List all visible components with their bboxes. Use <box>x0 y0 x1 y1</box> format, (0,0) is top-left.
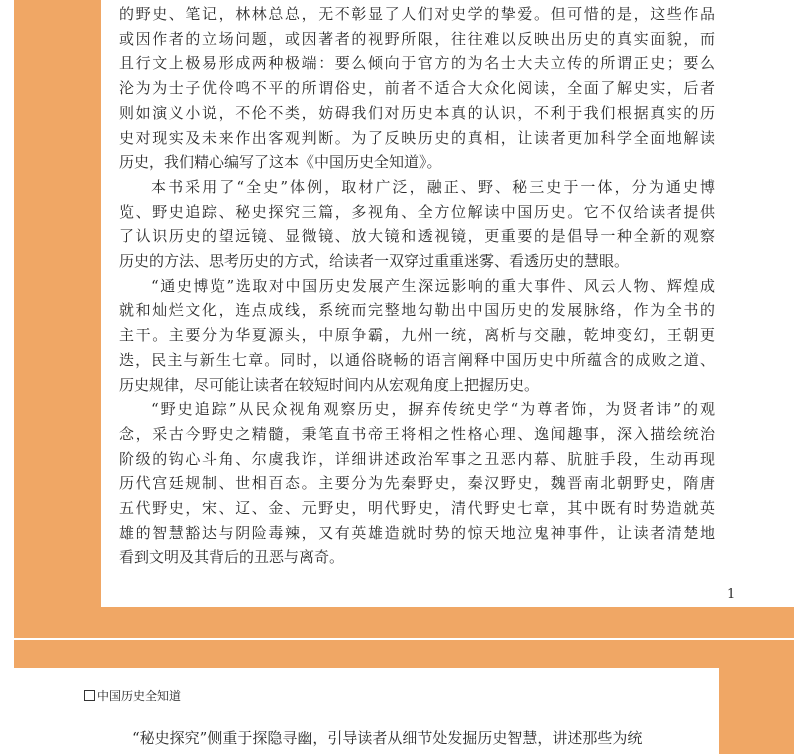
paragraph-line: 五代野史，宋、辽、金、元野史，明代野史，清代野史七章，其中既有时势造就英 <box>119 499 715 518</box>
paragraph-line: 史对现实及未来作出客观判断。为了反映历史的真相，让读者更加科学全面地解读 <box>119 128 715 147</box>
paragraph-line: 本书采用了“全史”体例，取材广泛，融正、野、秘三史于一体，分为通史博 <box>151 177 715 196</box>
running-header <box>84 687 181 704</box>
paragraph-line: 历史的方法、思考历史的方式，给读者一双穿过重重迷雾、看透历史的慧眼。 <box>119 252 630 271</box>
header-box-icon <box>84 690 95 701</box>
paragraph-line: 且行文上极易形成两种极端：要么倾向于官方的为名士大夫立传的所谓正史；要么 <box>119 54 715 73</box>
paragraph-line: 主干。主要分为华夏源头，中原争霸，九州一统，离析与交融，乾坤变幻，王朝更 <box>119 326 715 345</box>
paragraph-line: 看到文明及其背后的丑恶与离奇。 <box>119 548 345 567</box>
paragraph-line: “通史博览”选取对中国历史发展产生深远影响的重大事件、风云人物、辉煌成 <box>151 276 715 295</box>
paragraph-line: 则如演义小说，不伦不类，妨碍我们对历史本真的认识，不利于我们根据真实的历 <box>119 103 715 122</box>
paragraph-line: “野史追踪”从民众视角观察历史，摒弃传统史学“为尊者饰，为贤者讳”的观 <box>151 400 715 419</box>
paragraph-line: 就和灿烂文化，连点成线，系统而完整地勾勒出中国历史的发展脉络，作为全书的 <box>119 301 715 320</box>
paragraph-line: 历史，我们精心编写了这本《中国历史全知道》。 <box>119 153 442 172</box>
page-1-body-text <box>119 2 715 570</box>
paragraph-line: 或因作者的立场问题，或因著者的视野所限，往往难以反映出历史的真实面貌，而 <box>119 29 715 48</box>
page-2-first-line: “秘史探究”侧重于探隐寻幽，引导读者从细节处发掘历史智慧，讲述那些为统 <box>132 729 643 747</box>
document-page-1 <box>101 0 794 607</box>
paragraph-line: 历史规律，尽可能让读者在较短时间内从宏观角度上把握历史。 <box>119 375 540 394</box>
document-page-2 <box>14 668 719 754</box>
paragraph-line: 历代宫廷规制、世相百态。主要分为先秦野史，秦汉野史，魏晋南北朝野史，隋唐 <box>119 474 715 493</box>
page-number: 1 <box>727 587 736 602</box>
paragraph-line: 的野史、笔记，林林总总，无不彰显了人们对史学的挚爱。但可惜的是，这些作品 <box>119 5 715 23</box>
paragraph-line: 览、野史追踪、秘史探究三篇，多视角、全方位解读中国历史。它不仅给读者提供 <box>119 202 715 221</box>
running-header-title: 中国历史全知道 <box>97 689 182 703</box>
paragraph-line: 阶级的钩心斗角、尔虞我诈，详细讲述政治军事之丑恶内幕、肮脏手段，生动再现 <box>119 449 715 468</box>
paragraph-line: 沦为为士子优伶鸣不平的所谓俗史，前者不适合大众化阅读，全面了解史实，后者 <box>119 79 715 98</box>
paragraph-line: 念，采古今野史之精髓，秉笔直书帝王将相之性格心理、逸闻趣事，深入描绘统治 <box>119 424 715 443</box>
paragraph-line: 迭，民主与新生七章。同时，以通俗晓畅的语言阐释中国历史中所蕴含的成败之道、 <box>119 350 715 369</box>
paragraph-line: 雄的智慧豁达与阴险毒辣，又有英雄造就时势的惊天地泣鬼神事件，让读者清楚地 <box>119 523 715 542</box>
paragraph-line: 了认识历史的望远镜、显微镜、放大镜和透视镜，更重要的是倡导一种全新的观察 <box>119 227 715 246</box>
